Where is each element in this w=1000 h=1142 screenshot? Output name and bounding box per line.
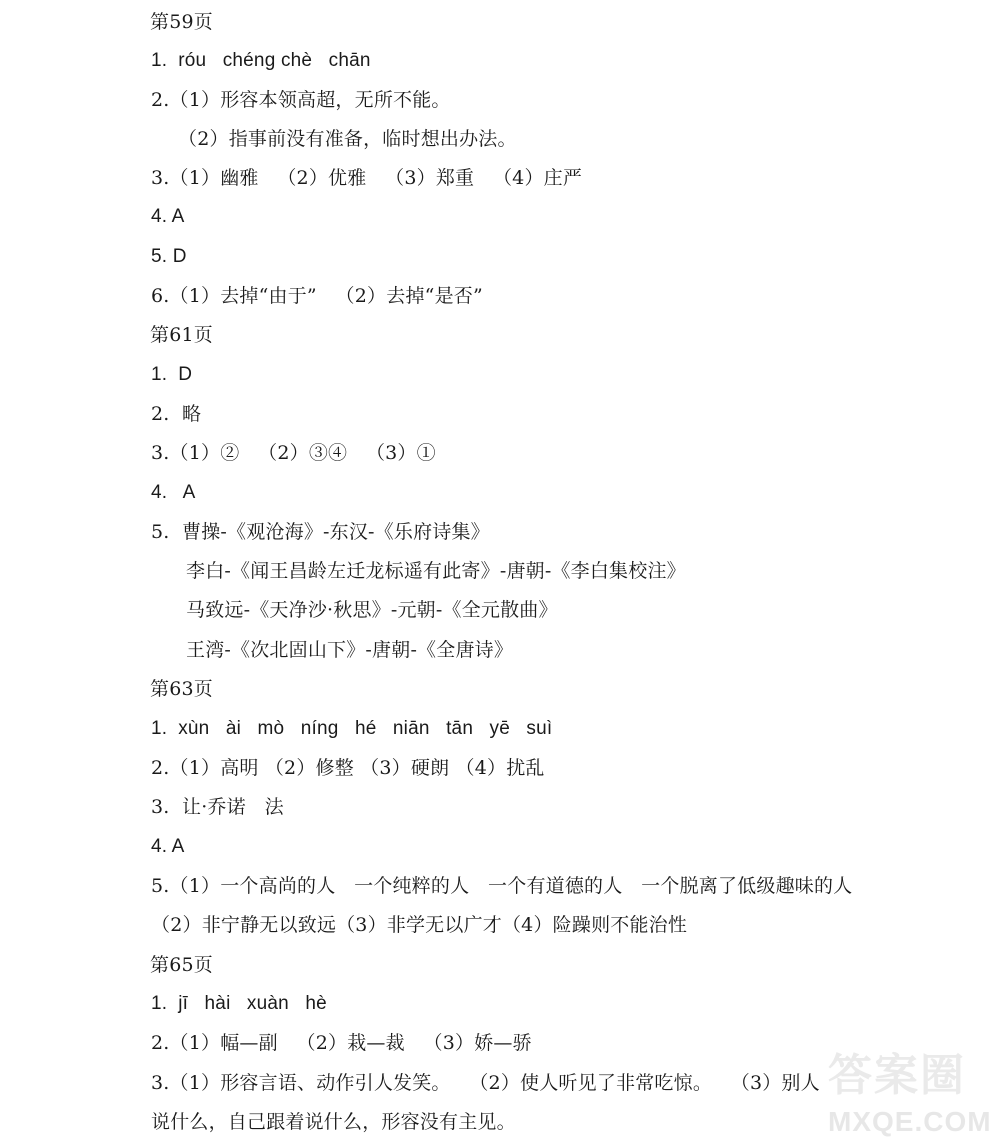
answer-line: 1. róu chéng chè chān	[151, 50, 371, 71]
answer-line: 马致远-《天净沙·秋思》-元朝-《全元散曲》	[186, 599, 558, 621]
answer-line: 2.（1）形容本领高超，无所不能。	[151, 89, 451, 111]
answer-line: 3.（1）幽雅 （2）优雅 （3）郑重 （4）庄严	[151, 167, 583, 189]
answer-line: 李白-《闻王昌龄左迁龙标遥有此寄》-唐朝-《李白集校注》	[186, 560, 686, 582]
answer-line: 2.（1）幅—副 （2）栽—裁 （3）娇—骄	[151, 1032, 532, 1054]
answer-line: （2）非宁静无以致远（3）非学无以广才（4）险躁则不能治性	[151, 914, 688, 936]
section-heading-p61: 第61页	[150, 324, 213, 346]
answer-line: 3. 让·乔诺 法	[151, 796, 284, 818]
answer-line: 2.（1）高明 （2）修整 （3）硬朗 （4）扰乱	[151, 757, 545, 779]
answer-line: 3.（1）形容言语、动作引人发笑。 （2）使人听见了非常吃惊。 （3）别人	[151, 1072, 820, 1094]
answer-line: 1. D	[151, 364, 193, 385]
answer-line: 王湾-《次北固山下》-唐朝-《全唐诗》	[186, 639, 514, 661]
answer-line: 4. A	[151, 206, 185, 227]
section-heading-p63: 第63页	[150, 678, 213, 700]
watermark-url-text: MXQE.COM	[828, 1106, 992, 1137]
answer-line: 4. A	[151, 836, 185, 857]
site-watermark	[828, 1050, 1000, 1142]
answer-line: 3.（1）② （2）③④ （3）①	[151, 442, 436, 464]
answer-line: （2）指事前没有准备，临时想出办法。	[178, 128, 517, 150]
section-heading-p59: 第59页	[150, 11, 213, 33]
answer-line: 5.（1）一个高尚的人 一个纯粹的人 一个有道德的人 一个脱离了低级趣味的人	[151, 875, 853, 897]
watermark-logo-text: 答案圈	[828, 1050, 966, 1101]
answer-line: 5. 曹操-《观沧海》-东汉-《乐府诗集》	[151, 521, 490, 543]
answer-line: 5. D	[151, 246, 187, 267]
answer-line: 2. 略	[151, 403, 202, 425]
answer-line: 4. A	[151, 482, 196, 503]
answer-line: 1. jī hài xuàn hè	[151, 993, 327, 1014]
section-heading-p65: 第65页	[150, 954, 213, 976]
answer-line: 说什么，自己跟着说什么，形容没有主见。	[151, 1111, 516, 1133]
answer-line: 1. xùn ài mò níng hé niān tān yē suì	[151, 718, 553, 739]
answer-line: 6.（1）去掉“由于” （2）去掉“是否”	[151, 285, 483, 307]
